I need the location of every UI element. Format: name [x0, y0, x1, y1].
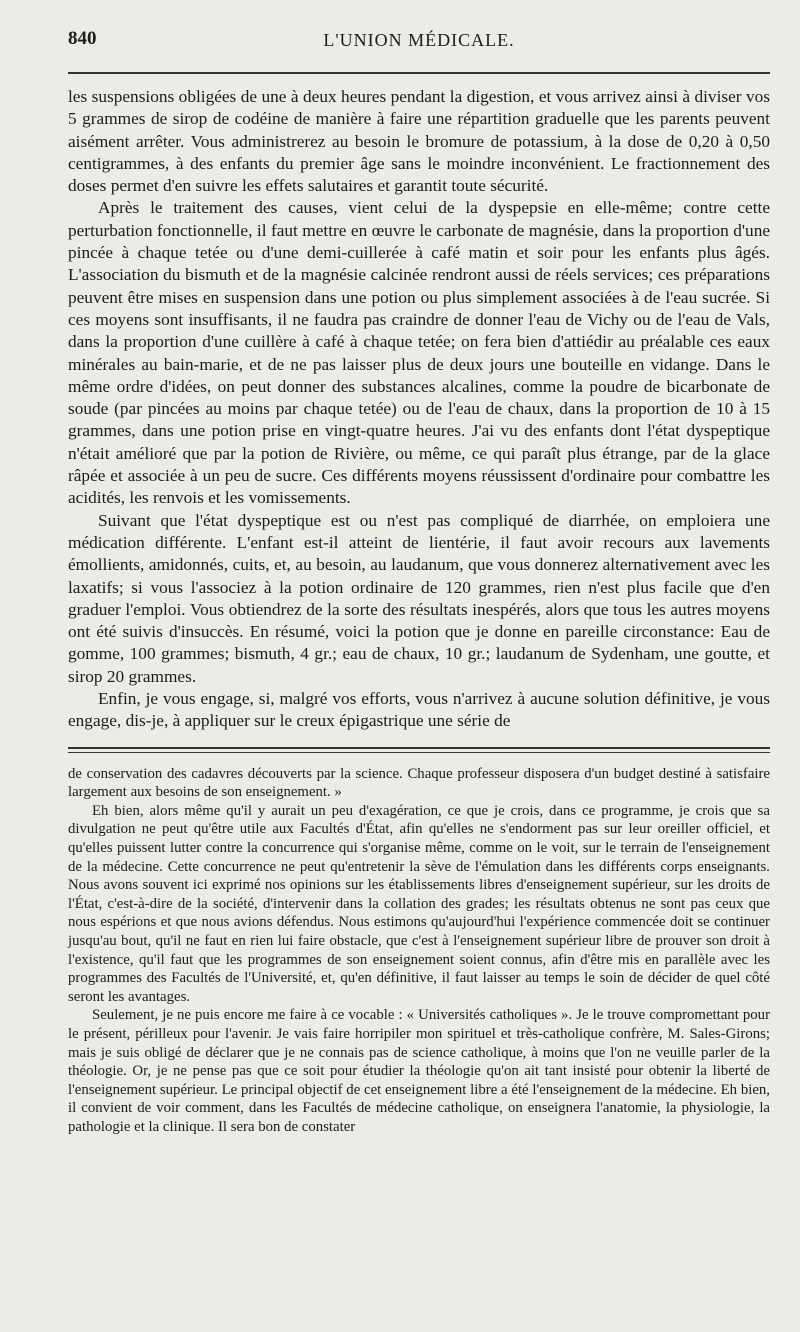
paragraph: Après le traitement des causes, vient celui de la dyspepsie en elle-même; contre cette perturbation fonctionnelle, il faut mettre en œuvre le carbonate de magnésie, dans la proportion d'une pincée à chaque tetée ou d'une demi-cuillerée à café matin et soir pour les enfants plus âgés. L'association du bismuth et de la magnésie calcinée rendront aussi de réels services; ces préparations peuvent être mises en suspension dans une potion ou plus simplement associées à de l'eau sucrée. Si ces moyens sont insuffisants, il ne faudra pas craindre de donner l'eau de Vichy ou de l'eau de Vals, dans la proportion d'une cuillère à café à chaque tetée; on fera bien d'attiédir au préalable ces eaux minérales au bain-marie, et de ne pas laisser plus de deux jours une bouteille en vidange. Dans le même ordre d'idées, on peut donner des substances alcalines, comme la poudre de bicarbonate de soude (par pincées au moins par chaque tetée) ou de l'eau de chaux, dans la proportion de 10 à 15 grammes, dans une potion prise en vingt-quatre heures. J'ai vu des enfants dont l'état dyspeptique n'était amélioré que par la potion de Rivière, ou même, ce qui paraît plus étrange, par de la glace râpée et associée à un peu de sucre. Ces différents moyens réussissent d'ordinaire pour combattre les acidités, les renvois et les vomissements. [68, 198, 770, 508]
page-number: 840 [68, 28, 97, 49]
running-head: L'UNION MÉDICALE. [323, 30, 515, 50]
paragraph: Enfin, je vous engage, si, malgré vos efforts, vous n'arrivez à aucune solution définitive, je vous engage, dis-je, à appliquer sur le creux épigastrique une série de [68, 689, 770, 731]
main-text [68, 86, 770, 733]
document-page [0, 16, 800, 1332]
footnote-text [68, 765, 770, 1137]
footnote-paragraph: Seulement, je ne puis encore me faire à ce vocable : « Universités catholiques ». Je le trouve compromettant pour le présent, périlleux pour l'avenir. Je vais faire horripiler mon spirituel et très-catholique confrère, M. Sales-Girons; mais je suis obligé de déclarer que je ne connais pas de science catholique, à moins que l'on ne veuille parler de la théologie. Or, je ne pense pas que ce soit pour étudier la théologie qu'on ait tant insisté pour obtenir la liberté de l'enseignement supérieur. Le principal objectif de cet enseignement libre a été l'enseignement de la médecine. Eh bien, il convient de voir comment, dans les Facultés de médecine catholique, on enseignera l'anatomie, la physiologie, la pathologie et la clinique. Il sera bon de constater [68, 1007, 770, 1135]
footnote-separator [68, 747, 770, 753]
footnote-paragraph: de conservation des cadavres découverts par la science. Chaque professeur disposera d'un budget destiné à satisfaire largement aux besoins de son enseignement. » [68, 765, 770, 801]
page-header [68, 16, 770, 74]
footnote-paragraph: Eh bien, alors même qu'il y aurait un peu d'exagération, ce que je crois, dans ce programme, je crois que sa divulgation ne peut qu'être utile aux Facultés d'État, afin qu'elles ne s'endorment pas sur leur oreiller officiel, et qu'elles puissent lutter contre la concurrence qui s'organise même, comme on le voit, sur le terrain de l'enseignement de la médecine. Cette concurrence ne peut qu'entretenir la sève de l'émulation dans les différents corps enseignants. Nous avons souvent ici exprimé nos opinions sur les établissements libres d'enseignement supérieur, sur les droits de l'État, c'est-à-dire de la société, d'intervenir dans la collation des grades; les résultats obtenus ne sont pas ceux que nous espérions et que nous avions défendus. Nous estimons qu'aujourd'hui l'expérience commencée doit se continuer jusqu'au bout, qu'il ne faut en rien lui faire obstacle, que c'est à l'enseignement supérieur libre de prouver son droit à l'existence, qu'il faut que les programmes de son enseignement soient connus, afin d'être mis en parallèle avec les programmes des Facultés de l'Université, et, qu'en définitive, il faut laisser au temps le soin de décider de quel côté seront les avantages. [68, 802, 770, 1005]
paragraph: Suivant que l'état dyspeptique est ou n'est pas compliqué de diarrhée, on emploiera une médication différente. L'enfant est-il atteint de lientérie, il faut avoir recours aux lavements émollients, amidonnés, cuits, et, au besoin, au laudanum, que vous donnerez alternativement avec les laxatifs; si vous l'associez à la potion ordinaire de 120 grammes, rien n'est plus facile que d'en graduer l'emploi. Vous obtiendrez de la sorte des résultats inespérés, alors que tous les autres moyens ont été suivis d'insuccès. En résumé, voici la potion que je donne en pareille circonstance: Eau de gomme, 100 grammes; bismuth, 4 gr.; eau de chaux, 10 gr.; laudanum de Sydenham, une goutte, et sirop 20 grammes. [68, 510, 770, 686]
paragraph: les suspensions obligées de une à deux heures pendant la digestion, et vous arrivez ainsi à diviser vos 5 grammes de sirop de codéine de manière à faire une répartition graduelle que les parents peuvent aisément arrêter. Vous administrerez au besoin le bromure de potassium, à la dose de 0,20 à 0,50 centigrammes, à des enfants du premier âge sans le moindre inconvénient. Le fractionnement des doses permet d'en suivre les effets salutaires et garantit toute sécurité. [68, 87, 770, 196]
